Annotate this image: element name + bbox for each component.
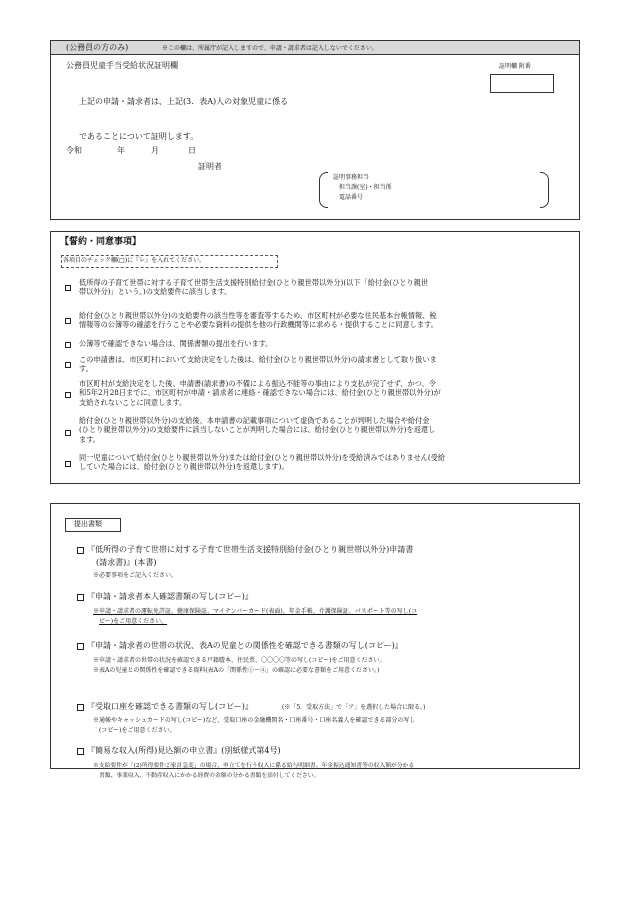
official-header-note: ※この欄は、所属庁が記入しますので、申請・請求者は記入しないでください。	[162, 45, 378, 52]
office-line-2: 担当課(室)・担当係	[339, 184, 392, 191]
doc-3-note-1: ※申請・請求者の世帯の状況を確認できる戸籍謄本、住民票、〇〇〇〇等の写し(コピー)をご用意ください。	[93, 657, 386, 664]
doc-5-note-1: ※支給要件が「(2)所得要件②家計急変」の場合、申立てを行う収入に係る給与明細書、年金振込通知書等の収入額が分かる	[93, 763, 415, 769]
consent-checkbox-5[interactable]	[65, 392, 71, 398]
doc-3-heading: 『申請・請求者の世帯の状況、表Aの児童との関係性を確認できる書類の写し(コピー)』	[87, 641, 403, 650]
doc-2-note-2: ピー)をご用意ください。	[99, 618, 168, 625]
doc-5-note-2: 書類、事業収入、不動産収入にかかる経費の金額の分かる書類を添付してください。	[99, 773, 320, 779]
doc-1-heading: 『低所得の子育て世帯に対する子育て世帯生活支援特別給付金(ひとり親世帯以外分)申請書	[87, 545, 414, 554]
consent-checkbox-1[interactable]	[65, 285, 71, 291]
consent-item-3: 公簿等で確認できない場合は、関係書類の提出を行います。	[79, 339, 273, 348]
date-month: 月	[151, 146, 159, 155]
doc-checkbox-3[interactable]	[77, 643, 84, 650]
doc-checkbox-4[interactable]	[77, 704, 84, 711]
date-era: 令和	[66, 146, 82, 155]
consent-item-2: 給付金(ひとり親世帯以外分)の支給要件の該当性等を審査等するため、市区町村が必要な住民基本台帳情報、税 情報等の公簿等の確認を行うことや必要な資料の提供を他の行政機関等に求める・提供することに同意します。	[79, 311, 438, 330]
consent-checkbox-7[interactable]	[65, 461, 71, 467]
documents-title: 提出書類	[74, 520, 102, 528]
certifier-label: 証明者	[198, 162, 222, 171]
consent-item-1: 低所得の子育て世帯に対する子育て世帯生活支援特別給付金(ひとり親世帯以外分)(以下「給付金(ひとり親世 帯以外分)」という。)の支給要件に該当します。	[79, 278, 429, 297]
consent-item-4: この申請書は、市区町村において支給決定をした後は、給付金(ひとり親世帯以外分)の請求書として取り扱いま す。	[79, 355, 437, 374]
consent-checkbox-3[interactable]	[65, 342, 71, 348]
official-header-label: (公務員の方のみ)	[66, 43, 129, 52]
official-title: 公務員児童手当受給状況証明欄	[66, 61, 178, 70]
office-line-1: 証明事務担当	[333, 174, 370, 181]
doc-2-note-1: ※申請・請求者の運転免許証、健康保険証、マイナンバーカード(表面)、年金手帳、介護保険証、パスポート等の写し(コ	[93, 608, 418, 615]
doc-4-heading: 『受取口座を確認できる書類の写し(コピー)』	[87, 702, 253, 711]
doc-checkbox-1[interactable]	[77, 547, 84, 554]
certificate-statement-line2: であることについて証明します。	[79, 132, 199, 141]
doc-2-heading: 『申請・請求者本人確認書類の写し(コピー)』	[87, 592, 253, 601]
doc-4-note-2: (コピー)をご用意ください。	[99, 727, 176, 734]
office-bracket-left	[319, 172, 328, 208]
consent-checkbox-2[interactable]	[65, 318, 71, 324]
consent-item-7: 同一児童について給付金(ひとり親世帯以外分)または給付金(ひとり親世帯以外分)を受給済みではありません(受給 していた場合には、給付金(ひとり親世帯以外分)を返還します)。	[79, 453, 446, 472]
consent-item-6: 給付金(ひとり親世帯以外分)の支給後、本申請書の記載事項について虚偽であることが判明した場合や給付金 (ひとり親世帯以外分)の支給要件に該当しないことが判明した場合には、給付金(ひとり親世帯以外分)を返還し ます。	[79, 416, 436, 444]
office-line-3: 電話番号	[339, 194, 364, 201]
doc-4-note-1: ※通帳やキャッシュカードの写し(コピー)など、受取口座の金融機関名・口座番号・口座名義人を確認できる部分の写し	[93, 717, 416, 724]
date-year: 年	[117, 146, 125, 155]
doc-checkbox-2[interactable]	[77, 594, 84, 601]
doc-1-note-1: ※必要事項をご記入ください。	[93, 572, 178, 579]
consent-checkbox-6[interactable]	[65, 430, 71, 436]
doc-checkbox-5[interactable]	[77, 748, 84, 755]
consent-item-5: 市区町村が支給決定をした後、申請書(請求書)の不備による振込不能等の事由により支払が完了せず、かつ、令 和5年2月28日までに、市区町村が申請・請求者に連絡・確認できない場合には、給付金(ひとり親世帯以外分)が 支給されないことに同意します。	[79, 379, 441, 407]
cert-number-field[interactable]	[490, 74, 554, 93]
doc-4-heading2: (※「5．受取方法」で「ア」を選択した場合に限る。)	[282, 704, 426, 711]
consent-instruction: 各項目のチェック欄(□)に『レ』を入れてください。	[63, 257, 206, 264]
consent-title: 【誓約・同意事項】	[60, 237, 142, 247]
doc-1-heading2: (請求書)』(本書)	[96, 558, 157, 567]
doc-3-note-2: ※表Aの児童との関係性を確認できる資料(表Aの「関係性①～④」の確認に必要な書類をご用意ください。)	[93, 667, 380, 674]
office-bracket-right	[540, 172, 549, 208]
doc-5-heading: 『簡易な収入(所得)見込額の申立書』(別紙様式第4号)	[87, 746, 281, 755]
consent-checkbox-4[interactable]	[65, 362, 71, 368]
date-day: 日	[188, 146, 196, 155]
cert-number-label: 証明欄 附番	[499, 63, 531, 70]
certificate-statement-line1: 上記の申請・請求者は、上記(3．表A)人の対象児童に係る	[79, 97, 289, 106]
